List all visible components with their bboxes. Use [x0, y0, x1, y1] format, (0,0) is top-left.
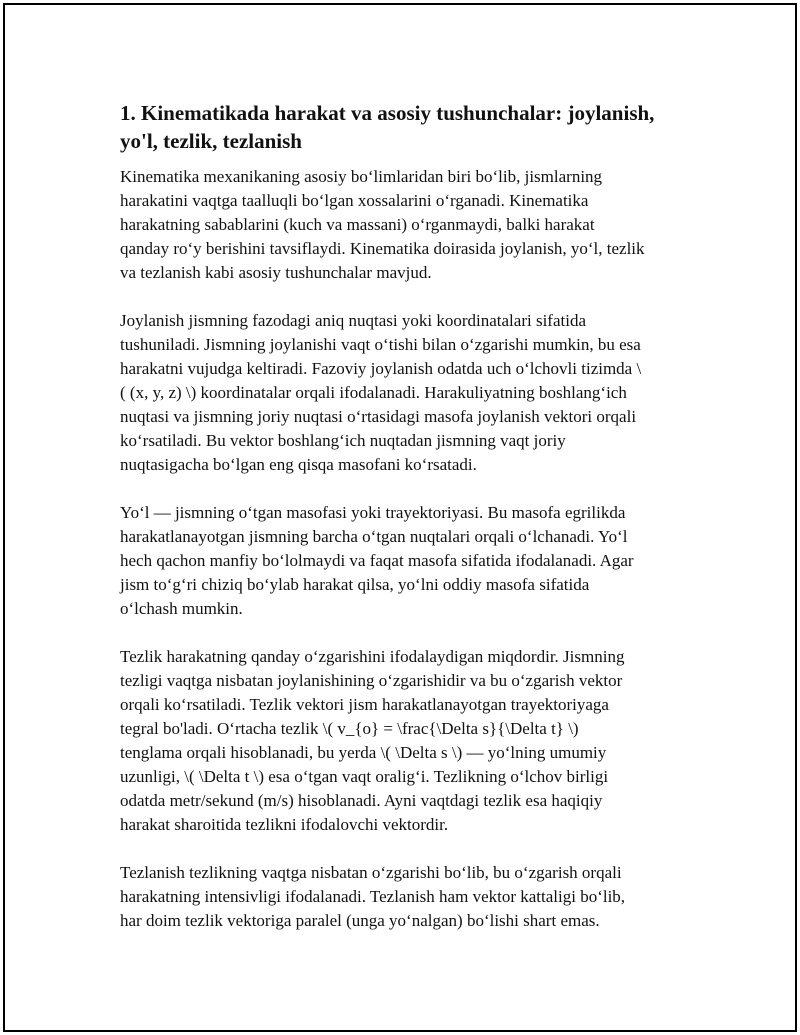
paragraph-tezlanish: Tezlanish tezlikning vaqtga nisbatan o‘zgarishi bo‘lib, bu o‘zgarish orqali harakatning intensivligi ifodalanadi. Tezlanish ham vektor kattaligi bo‘lib, har doim tezlik vektoriga paralel (unga yo‘nalgan) bo‘lishi shart emas. — [120, 863, 626, 930]
page-frame — [3, 3, 797, 1032]
paragraph-kinematika: Kinematika mexanikaning asosiy bo‘limlaridan biri bo‘lib, jismlarning harakatini vaqtga taalluqli bo‘lgan xossalarini o‘rganadi. Kinematika harakatning sabablarini (kuch va massani) o‘rganmaydi, balki harakat qanday ro‘y berishini tavsiflaydi. Kinematika doirasida joylanish, yo‘l, tezlik va tezlanish kabi asosiy tushunchalar mavjud. — [120, 167, 645, 282]
document-title: 1. Kinematikada harakat va asosiy tushunchalar: joylanish, yo'l, tezlik, tezlanish — [120, 101, 655, 153]
document-body — [120, 99, 690, 957]
paragraph-tezlik: Tezlik harakatning qanday o‘zgarishini ifodalaydigan miqdordir. Jismning tezligi vaqtga nisbatan joylanishining o‘zgarishidir va bu o‘zgarish vektor orqali ko‘rsatiladi. Tezlik vektori jism harakatlanayotgan trayektoriyaga tegral bo'ladi. O‘rtacha tezlik \( v_{o} = \frac{\Delta s}{\Delta t} \) tenglama orqali hisoblanadi, bu yerda \( \Delta s \) — yo‘lning umumiy uzunligi, \( \Delta t \) esa o‘tgan vaqt oralig‘i. Tezlikning o‘lchov birligi odatda metr/sekund (m/s) hisoblanadi. Ayni vaqtdagi tezlik esa haqiqiy harakat sharoitida tezlikni ifodalovchi vektordir. — [120, 647, 625, 834]
paragraph-joylanish: Joylanish jismning fazodagi aniq nuqtasi yoki koordinatalari sifatida tushuniladi. Jismning joylanishi vaqt o‘tishi bilan o‘zgarishi mumkin, bu esa harakatni vujudga keltiradi. Fazoviy joylanish odatda uch o‘lchovli tizimda \ ( (x, y, z) \) koordinatalar orqali ifodalanadi. Harakuliyatning boshlang‘ich nuqtasi va jismning joriy nuqtasi o‘rtasidagi masofa joylanish vektori orqali ko‘rsatiladi. Bu vektor boshlang‘ich nuqtadan jismning vaqt joriy nuqtasigacha bo‘lgan eng qisqa masofani ko‘rsatadi. — [120, 311, 642, 474]
paragraph-yol: Yo‘l — jismning o‘tgan masofasi yoki trayektoriyasi. Bu masofa egrilikda harakatlanayotgan jismning barcha o‘tgan nuqtalari orqali o‘lchanadi. Yo‘l hech qachon manfiy bo‘lolmaydi va faqat masofa sifatida ifodalanadi. Agar jism to‘g‘ri chiziq bo‘ylab harakat qilsa, yo‘lni oddiy masofa sifatida o‘lchash mumkin. — [120, 503, 634, 618]
